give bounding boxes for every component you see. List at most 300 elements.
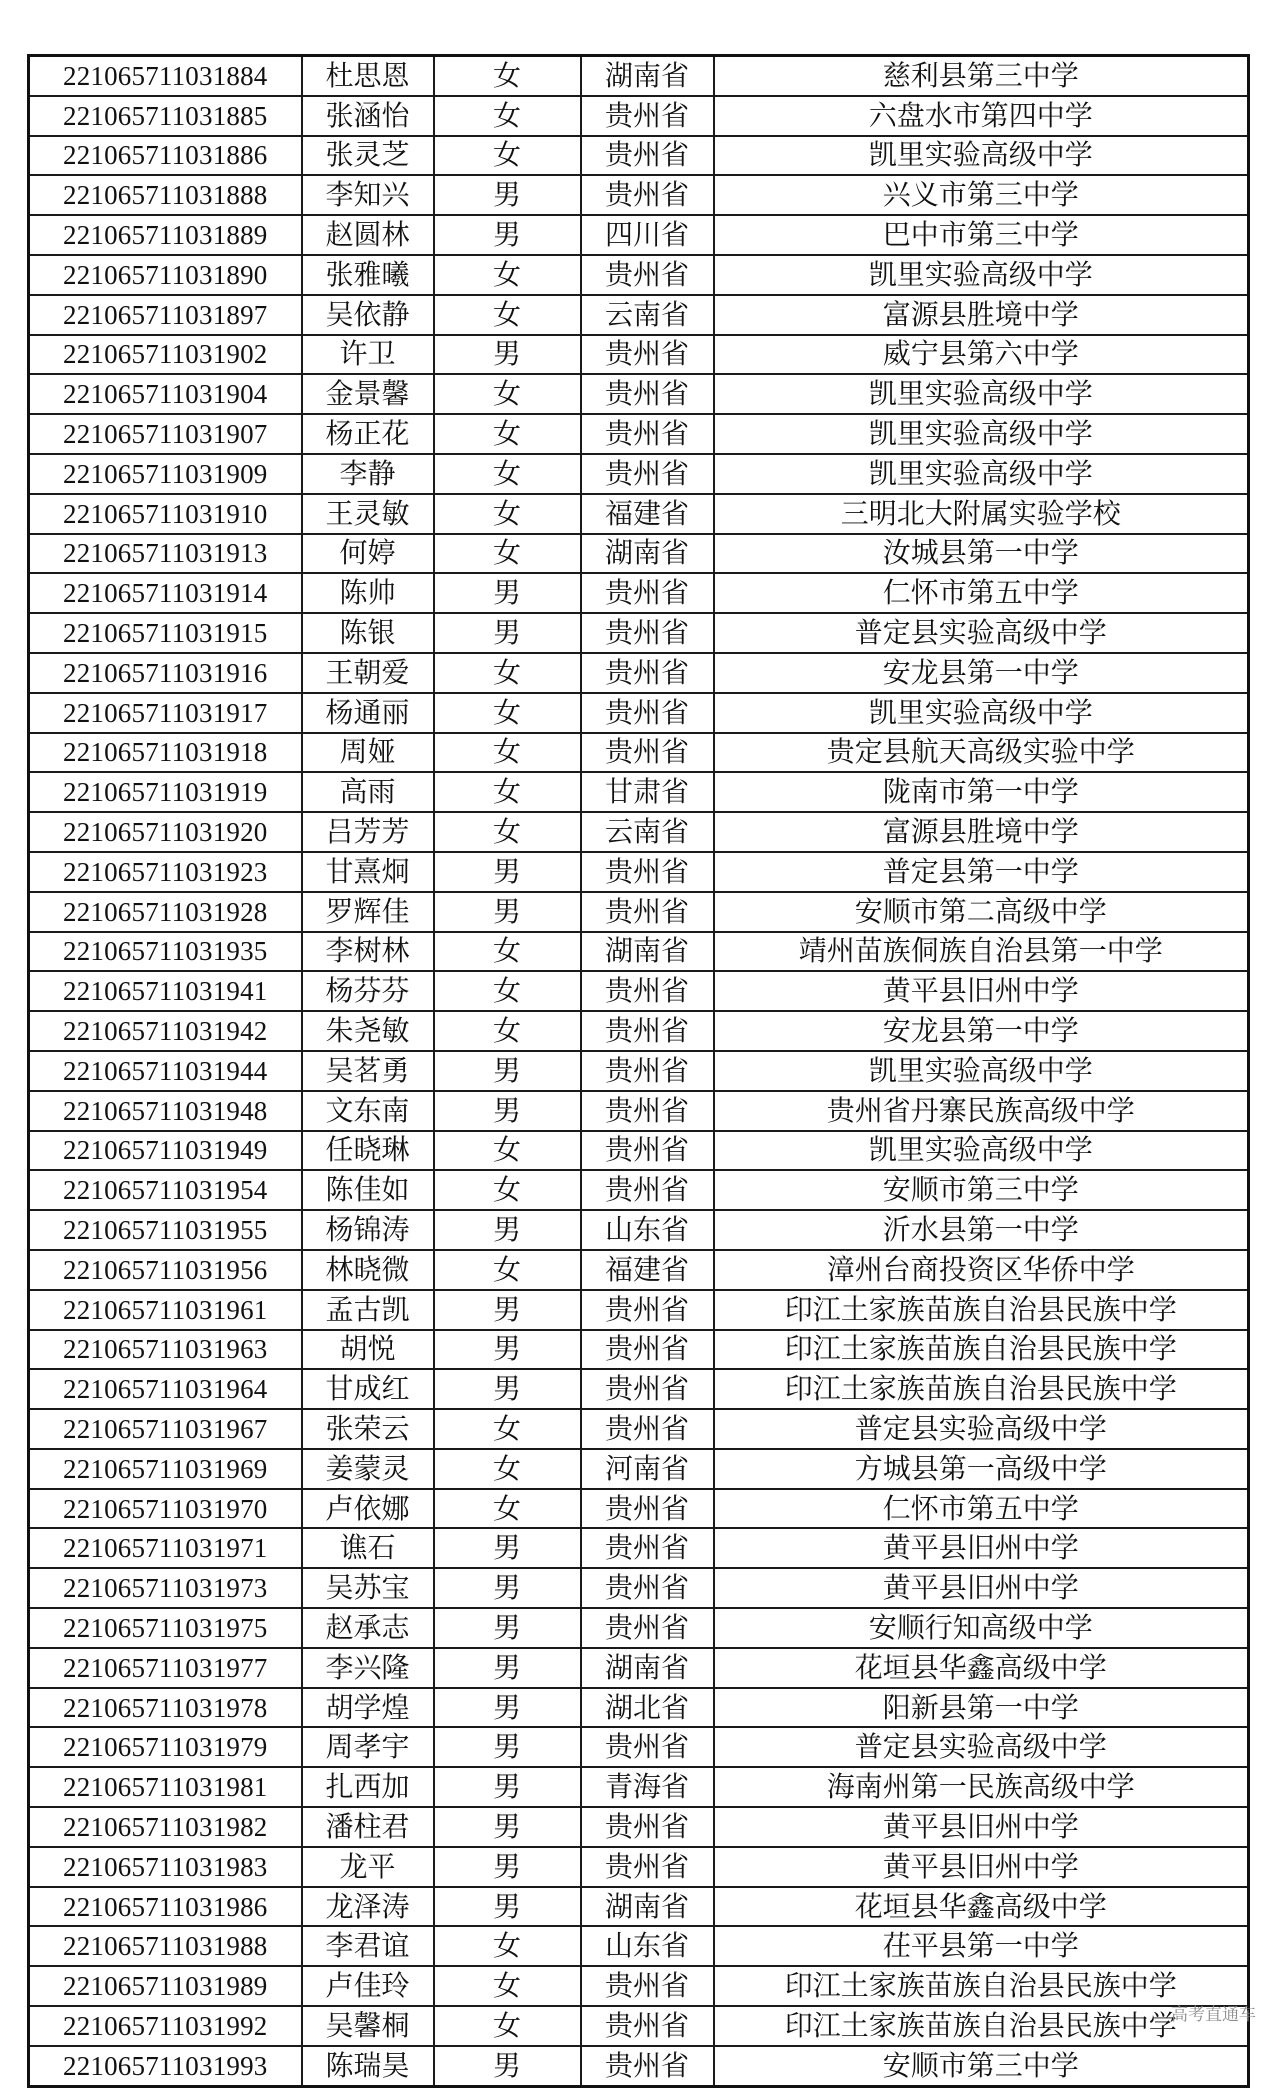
name-cell: 罗辉佳 <box>302 892 434 932</box>
school-cell: 靖州苗族侗族自治县第一中学 <box>714 932 1249 972</box>
candidate-id-cell: 221065711031993 <box>29 2046 302 2086</box>
gender-cell: 男 <box>434 852 581 892</box>
province-cell: 山东省 <box>581 1210 714 1250</box>
candidate-id-cell: 221065711031954 <box>29 1170 302 1210</box>
candidate-id-cell: 221065711031982 <box>29 1807 302 1847</box>
candidate-id-cell: 221065711031949 <box>29 1131 302 1171</box>
table-row <box>29 215 1249 255</box>
school-cell: 普定县实验高级中学 <box>714 1727 1249 1767</box>
gender-cell: 男 <box>434 1051 581 1091</box>
gender-cell: 男 <box>434 613 581 653</box>
province-cell: 贵州省 <box>581 892 714 932</box>
table-row <box>29 2046 1249 2086</box>
name-cell: 周孝宇 <box>302 1727 434 1767</box>
province-cell: 贵州省 <box>581 1011 714 1051</box>
school-cell: 漳州台商投资区华侨中学 <box>714 1250 1249 1290</box>
table-row <box>29 1608 1249 1648</box>
candidate-id-cell: 221065711031961 <box>29 1290 302 1330</box>
table-row <box>29 1489 1249 1529</box>
school-cell: 凯里实验高级中学 <box>714 1131 1249 1171</box>
province-cell: 湖南省 <box>581 932 714 972</box>
name-cell: 赵圆林 <box>302 215 434 255</box>
province-cell: 贵州省 <box>581 335 714 375</box>
name-cell: 谯石 <box>302 1528 434 1568</box>
gender-cell: 女 <box>434 136 581 176</box>
school-cell: 贵定县航天高级实验中学 <box>714 733 1249 773</box>
province-cell: 贵州省 <box>581 1330 714 1370</box>
province-cell: 贵州省 <box>581 733 714 773</box>
school-cell: 黄平县旧州中学 <box>714 1568 1249 1608</box>
province-cell: 贵州省 <box>581 1131 714 1171</box>
name-cell: 李兴隆 <box>302 1648 434 1688</box>
name-cell: 文东南 <box>302 1091 434 1131</box>
gender-cell: 男 <box>434 175 581 215</box>
province-cell: 四川省 <box>581 215 714 255</box>
name-cell: 何婷 <box>302 534 434 574</box>
school-cell: 黄平县旧州中学 <box>714 1847 1249 1887</box>
table-row <box>29 1528 1249 1568</box>
province-cell: 贵州省 <box>581 1608 714 1648</box>
candidate-id-cell: 221065711031948 <box>29 1091 302 1131</box>
name-cell: 吕芳芳 <box>302 812 434 852</box>
table-row <box>29 1568 1249 1608</box>
candidate-id-cell: 221065711031955 <box>29 1210 302 1250</box>
table-row <box>29 56 1249 96</box>
name-cell: 卢依娜 <box>302 1489 434 1529</box>
candidate-id-cell: 221065711031988 <box>29 1926 302 1966</box>
gender-cell: 女 <box>434 812 581 852</box>
name-cell: 扎西加 <box>302 1767 434 1807</box>
table-row <box>29 733 1249 773</box>
table-row <box>29 494 1249 534</box>
candidate-id-cell: 221065711031941 <box>29 971 302 1011</box>
school-cell: 凯里实验高级中学 <box>714 136 1249 176</box>
name-cell: 朱尧敏 <box>302 1011 434 1051</box>
name-cell: 胡悦 <box>302 1330 434 1370</box>
candidate-id-cell: 221065711031956 <box>29 1250 302 1290</box>
table-row <box>29 1966 1249 2006</box>
table-row <box>29 1330 1249 1370</box>
school-cell: 陇南市第一中学 <box>714 772 1249 812</box>
school-cell: 仁怀市第五中学 <box>714 1489 1249 1529</box>
candidate-id-cell: 221065711031889 <box>29 215 302 255</box>
gender-cell: 女 <box>434 255 581 295</box>
school-cell: 汝城县第一中学 <box>714 534 1249 574</box>
name-cell: 陈帅 <box>302 573 434 613</box>
candidate-id-cell: 221065711031910 <box>29 494 302 534</box>
gender-cell: 女 <box>434 1011 581 1051</box>
candidate-id-cell: 221065711031973 <box>29 1568 302 1608</box>
province-cell: 河南省 <box>581 1449 714 1489</box>
province-cell: 贵州省 <box>581 2046 714 2086</box>
table-row <box>29 1011 1249 1051</box>
table-row <box>29 1807 1249 1847</box>
school-cell: 沂水县第一中学 <box>714 1210 1249 1250</box>
name-cell: 张雅曦 <box>302 255 434 295</box>
gender-cell: 女 <box>434 1409 581 1449</box>
table-row <box>29 1449 1249 1489</box>
province-cell: 贵州省 <box>581 971 714 1011</box>
gender-cell: 女 <box>434 494 581 534</box>
name-cell: 吴依静 <box>302 295 434 335</box>
province-cell: 湖南省 <box>581 534 714 574</box>
school-cell: 凯里实验高级中学 <box>714 693 1249 733</box>
gender-cell: 男 <box>434 1528 581 1568</box>
gender-cell: 女 <box>434 295 581 335</box>
candidate-id-cell: 221065711031979 <box>29 1727 302 1767</box>
school-cell: 威宁县第六中学 <box>714 335 1249 375</box>
school-cell: 安顺市第二高级中学 <box>714 892 1249 932</box>
candidate-id-cell: 221065711031909 <box>29 454 302 494</box>
gender-cell: 女 <box>434 1449 581 1489</box>
table-row <box>29 892 1249 932</box>
province-cell: 贵州省 <box>581 1369 714 1409</box>
province-cell: 湖北省 <box>581 1688 714 1728</box>
province-cell: 贵州省 <box>581 613 714 653</box>
table-row <box>29 1727 1249 1767</box>
province-cell: 贵州省 <box>581 653 714 693</box>
candidate-id-cell: 221065711031981 <box>29 1767 302 1807</box>
table-row <box>29 1170 1249 1210</box>
province-cell: 贵州省 <box>581 852 714 892</box>
gender-cell: 女 <box>434 653 581 693</box>
name-cell: 甘成红 <box>302 1369 434 1409</box>
name-cell: 龙平 <box>302 1847 434 1887</box>
gender-cell: 女 <box>434 534 581 574</box>
province-cell: 云南省 <box>581 812 714 852</box>
province-cell: 贵州省 <box>581 175 714 215</box>
candidate-id-cell: 221065711031928 <box>29 892 302 932</box>
school-cell: 黄平县旧州中学 <box>714 971 1249 1011</box>
gender-cell: 女 <box>434 693 581 733</box>
gender-cell: 女 <box>434 1131 581 1171</box>
table-row <box>29 1210 1249 1250</box>
school-cell: 黄平县旧州中学 <box>714 1528 1249 1568</box>
province-cell: 贵州省 <box>581 1051 714 1091</box>
gender-cell: 女 <box>434 971 581 1011</box>
gender-cell: 男 <box>434 1091 581 1131</box>
candidate-id-cell: 221065711031923 <box>29 852 302 892</box>
table-row <box>29 852 1249 892</box>
table-row <box>29 335 1249 375</box>
gender-cell: 男 <box>434 892 581 932</box>
table-row <box>29 693 1249 733</box>
table-row <box>29 175 1249 215</box>
candidate-id-cell: 221065711031971 <box>29 1528 302 1568</box>
school-cell: 花垣县华鑫高级中学 <box>714 1887 1249 1927</box>
table-row <box>29 2006 1249 2046</box>
name-cell: 金景馨 <box>302 374 434 414</box>
gender-cell: 女 <box>434 1489 581 1529</box>
school-cell: 富源县胜境中学 <box>714 295 1249 335</box>
name-cell: 高雨 <box>302 772 434 812</box>
gender-cell: 男 <box>434 573 581 613</box>
gender-cell: 女 <box>434 1170 581 1210</box>
name-cell: 杜思恩 <box>302 56 434 96</box>
school-cell: 印江土家族苗族自治县民族中学 <box>714 1330 1249 1370</box>
gender-cell: 男 <box>434 1210 581 1250</box>
table-row <box>29 295 1249 335</box>
name-cell: 李知兴 <box>302 175 434 215</box>
province-cell: 贵州省 <box>581 454 714 494</box>
candidate-id-cell: 221065711031986 <box>29 1887 302 1927</box>
table-row <box>29 1369 1249 1409</box>
table-row <box>29 454 1249 494</box>
school-cell: 凯里实验高级中学 <box>714 255 1249 295</box>
school-cell: 黄平县旧州中学 <box>714 1807 1249 1847</box>
school-cell: 凯里实验高级中学 <box>714 374 1249 414</box>
table-row <box>29 136 1249 176</box>
candidate-id-cell: 221065711031886 <box>29 136 302 176</box>
gender-cell: 男 <box>434 335 581 375</box>
gender-cell: 男 <box>434 1648 581 1688</box>
gender-cell: 男 <box>434 215 581 255</box>
table-row <box>29 1926 1249 1966</box>
gender-cell: 男 <box>434 1330 581 1370</box>
school-cell: 普定县实验高级中学 <box>714 1409 1249 1449</box>
table-row <box>29 374 1249 414</box>
school-cell: 印江土家族苗族自治县民族中学 <box>714 1966 1249 2006</box>
province-cell: 云南省 <box>581 295 714 335</box>
gender-cell: 男 <box>434 1767 581 1807</box>
candidate-id-cell: 221065711031944 <box>29 1051 302 1091</box>
province-cell: 贵州省 <box>581 136 714 176</box>
table-row <box>29 414 1249 454</box>
candidate-id-cell: 221065711031983 <box>29 1847 302 1887</box>
school-cell: 三明北大附属实验学校 <box>714 494 1249 534</box>
candidate-id-cell: 221065711031904 <box>29 374 302 414</box>
province-cell: 贵州省 <box>581 693 714 733</box>
province-cell: 山东省 <box>581 1926 714 1966</box>
school-cell: 六盘水市第四中学 <box>714 96 1249 136</box>
province-cell: 湖南省 <box>581 1887 714 1927</box>
table-row <box>29 971 1249 1011</box>
table-row <box>29 653 1249 693</box>
province-cell: 贵州省 <box>581 1091 714 1131</box>
table-row <box>29 1250 1249 1290</box>
candidate-id-cell: 221065711031978 <box>29 1688 302 1728</box>
school-cell: 凯里实验高级中学 <box>714 414 1249 454</box>
province-cell: 贵州省 <box>581 1170 714 1210</box>
gender-cell: 男 <box>434 1688 581 1728</box>
table-row <box>29 1131 1249 1171</box>
name-cell: 龙泽涛 <box>302 1887 434 1927</box>
table-row <box>29 534 1249 574</box>
candidate-id-cell: 221065711031913 <box>29 534 302 574</box>
candidate-id-cell: 221065711031977 <box>29 1648 302 1688</box>
candidate-id-cell: 221065711031884 <box>29 56 302 96</box>
candidate-id-cell: 221065711031888 <box>29 175 302 215</box>
candidate-id-cell: 221065711031935 <box>29 932 302 972</box>
name-cell: 陈瑞昊 <box>302 2046 434 2086</box>
name-cell: 李树林 <box>302 932 434 972</box>
name-cell: 吴苏宝 <box>302 1568 434 1608</box>
name-cell: 杨通丽 <box>302 693 434 733</box>
table-row <box>29 1290 1249 1330</box>
table-row <box>29 613 1249 653</box>
candidate-id-cell: 221065711031885 <box>29 96 302 136</box>
table-row <box>29 932 1249 972</box>
gender-cell: 女 <box>434 96 581 136</box>
gender-cell: 女 <box>434 414 581 454</box>
gender-cell: 女 <box>434 1926 581 1966</box>
table-row <box>29 1688 1249 1728</box>
name-cell: 张荣云 <box>302 1409 434 1449</box>
name-cell: 陈佳如 <box>302 1170 434 1210</box>
candidate-id-cell: 221065711031916 <box>29 653 302 693</box>
table-body <box>29 56 1249 2087</box>
name-cell: 许卫 <box>302 335 434 375</box>
table-row <box>29 1767 1249 1807</box>
name-cell: 王朝爱 <box>302 653 434 693</box>
school-cell: 普定县实验高级中学 <box>714 613 1249 653</box>
watermark-text: 高考直通车 <box>1171 2005 1256 2025</box>
name-cell: 王灵敏 <box>302 494 434 534</box>
gender-cell: 男 <box>434 2046 581 2086</box>
school-cell: 方城县第一高级中学 <box>714 1449 1249 1489</box>
school-cell: 茌平县第一中学 <box>714 1926 1249 1966</box>
school-cell: 安龙县第一中学 <box>714 1011 1249 1051</box>
province-cell: 贵州省 <box>581 1409 714 1449</box>
candidate-id-cell: 221065711031907 <box>29 414 302 454</box>
table-row <box>29 1887 1249 1927</box>
candidate-id-cell: 221065711031989 <box>29 1966 302 2006</box>
province-cell: 贵州省 <box>581 2006 714 2046</box>
province-cell: 福建省 <box>581 494 714 534</box>
table-row <box>29 1409 1249 1449</box>
name-cell: 甘熹炯 <box>302 852 434 892</box>
province-cell: 贵州省 <box>581 1847 714 1887</box>
candidate-id-cell: 221065711031969 <box>29 1449 302 1489</box>
school-cell: 仁怀市第五中学 <box>714 573 1249 613</box>
province-cell: 贵州省 <box>581 573 714 613</box>
province-cell: 贵州省 <box>581 374 714 414</box>
candidate-id-cell: 221065711031917 <box>29 693 302 733</box>
school-cell: 印江土家族苗族自治县民族中学 <box>714 1290 1249 1330</box>
school-cell: 慈利县第三中学 <box>714 56 1249 96</box>
gender-cell: 女 <box>434 1966 581 2006</box>
admission-list-table <box>27 54 1250 2088</box>
gender-cell: 女 <box>434 374 581 414</box>
name-cell: 陈银 <box>302 613 434 653</box>
candidate-id-cell: 221065711031970 <box>29 1489 302 1529</box>
province-cell: 贵州省 <box>581 255 714 295</box>
school-cell: 巴中市第三中学 <box>714 215 1249 255</box>
gender-cell: 女 <box>434 454 581 494</box>
province-cell: 青海省 <box>581 1767 714 1807</box>
school-cell: 花垣县华鑫高级中学 <box>714 1648 1249 1688</box>
name-cell: 李静 <box>302 454 434 494</box>
name-cell: 林晓微 <box>302 1250 434 1290</box>
province-cell: 贵州省 <box>581 414 714 454</box>
candidate-id-cell: 221065711031897 <box>29 295 302 335</box>
name-cell: 卢佳玲 <box>302 1966 434 2006</box>
gender-cell: 女 <box>434 733 581 773</box>
name-cell: 李君谊 <box>302 1926 434 1966</box>
candidate-id-cell: 221065711031914 <box>29 573 302 613</box>
name-cell: 任晓琳 <box>302 1131 434 1171</box>
gender-cell: 男 <box>434 1727 581 1767</box>
province-cell: 贵州省 <box>581 1290 714 1330</box>
table-row <box>29 96 1249 136</box>
name-cell: 孟古凯 <box>302 1290 434 1330</box>
candidate-id-cell: 221065711031963 <box>29 1330 302 1370</box>
candidate-id-cell: 221065711031964 <box>29 1369 302 1409</box>
name-cell: 杨正花 <box>302 414 434 454</box>
school-cell: 普定县第一中学 <box>714 852 1249 892</box>
table-row <box>29 255 1249 295</box>
candidate-id-cell: 221065711031890 <box>29 255 302 295</box>
candidate-id-cell: 221065711031992 <box>29 2006 302 2046</box>
school-cell: 安顺市第三中学 <box>714 1170 1249 1210</box>
gender-cell: 女 <box>434 1250 581 1290</box>
school-cell: 安顺行知高级中学 <box>714 1608 1249 1648</box>
school-cell: 安顺市第三中学 <box>714 2046 1249 2086</box>
province-cell: 福建省 <box>581 1250 714 1290</box>
province-cell: 贵州省 <box>581 1727 714 1767</box>
province-cell: 贵州省 <box>581 1966 714 2006</box>
name-cell: 赵承志 <box>302 1608 434 1648</box>
province-cell: 湖南省 <box>581 56 714 96</box>
school-cell: 兴义市第三中学 <box>714 175 1249 215</box>
name-cell: 杨锦涛 <box>302 1210 434 1250</box>
school-cell: 阳新县第一中学 <box>714 1688 1249 1728</box>
table-row <box>29 573 1249 613</box>
table-row <box>29 772 1249 812</box>
candidate-id-cell: 221065711031918 <box>29 733 302 773</box>
gender-cell: 女 <box>434 2006 581 2046</box>
gender-cell: 男 <box>434 1290 581 1330</box>
school-cell: 印江土家族苗族自治县民族中学 <box>714 2006 1249 2046</box>
province-cell: 贵州省 <box>581 96 714 136</box>
name-cell: 胡学煌 <box>302 1688 434 1728</box>
gender-cell: 男 <box>434 1807 581 1847</box>
gender-cell: 男 <box>434 1369 581 1409</box>
table-row <box>29 812 1249 852</box>
school-cell: 贵州省丹寨民族高级中学 <box>714 1091 1249 1131</box>
candidate-id-cell: 221065711031942 <box>29 1011 302 1051</box>
province-cell: 贵州省 <box>581 1568 714 1608</box>
table-row <box>29 1648 1249 1688</box>
school-cell: 富源县胜境中学 <box>714 812 1249 852</box>
gender-cell: 女 <box>434 772 581 812</box>
school-cell: 海南州第一民族高级中学 <box>714 1767 1249 1807</box>
name-cell: 杨芬芬 <box>302 971 434 1011</box>
gender-cell: 女 <box>434 56 581 96</box>
gender-cell: 男 <box>434 1887 581 1927</box>
gender-cell: 男 <box>434 1608 581 1648</box>
name-cell: 周娅 <box>302 733 434 773</box>
table-row <box>29 1091 1249 1131</box>
gender-cell: 女 <box>434 932 581 972</box>
school-cell: 凯里实验高级中学 <box>714 454 1249 494</box>
gender-cell: 男 <box>434 1847 581 1887</box>
table-row <box>29 1847 1249 1887</box>
candidate-id-cell: 221065711031975 <box>29 1608 302 1648</box>
province-cell: 湖南省 <box>581 1648 714 1688</box>
name-cell: 张灵芝 <box>302 136 434 176</box>
candidate-id-cell: 221065711031920 <box>29 812 302 852</box>
school-cell: 印江土家族苗族自治县民族中学 <box>714 1369 1249 1409</box>
name-cell: 潘柱君 <box>302 1807 434 1847</box>
province-cell: 贵州省 <box>581 1489 714 1529</box>
candidate-id-cell: 221065711031915 <box>29 613 302 653</box>
province-cell: 贵州省 <box>581 1807 714 1847</box>
name-cell: 张涵怡 <box>302 96 434 136</box>
province-cell: 贵州省 <box>581 1528 714 1568</box>
school-cell: 安龙县第一中学 <box>714 653 1249 693</box>
candidate-id-cell: 221065711031967 <box>29 1409 302 1449</box>
